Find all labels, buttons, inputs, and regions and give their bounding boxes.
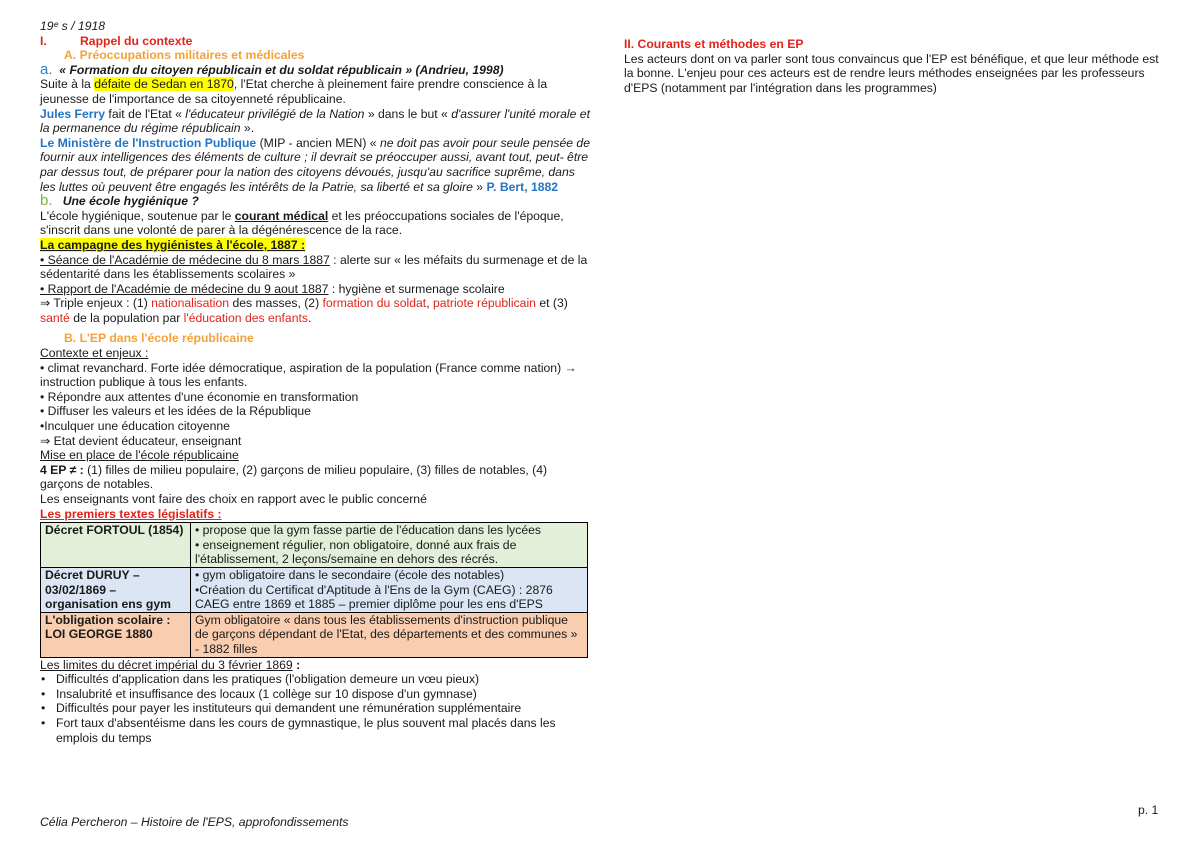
four-ep-line: 4 EP ≠ : (1) filles de milieu populaire, (2) garçons de milieu populaire, (3) filles de notables, (4) garçons de notables. [40,462,548,492]
limits-list [40,672,593,745]
context-item-4: •Inculquer une éducation citoyenne [40,419,230,434]
sedan-highlight: défaite de Sedan en 1870 [94,77,234,92]
century-header: 19ᵉ s / 1918 [40,19,106,33]
list-item: • Insalubrité et insuffisance des locaux (1 collège sur 10 dispose d'un gymnase) [56,687,593,702]
mise-en-place-title: Mise en place de l'école républicaine [40,448,239,463]
limits-title-line: Les limites du décret impérial du 3 février 1869 : [40,657,301,672]
mip-name: Le Ministère de l'Instruction Publique [40,135,257,150]
section-2-title: II. Courants et méthodes en EP [624,37,804,51]
law-description: Gym obligatoire « dans tous les établissements d'instruction publique de garçons dépendant de l'Etat, des départements et des communes » - 1882 filles [191,612,588,657]
list-item: • Difficultés d'application dans les pratiques (l'obligation demeure un vœu pieux) [56,672,593,687]
law-name: Décret FORTOUL (1854) [41,523,191,568]
subsection-b-title: B. L'EP dans l'école républicaine [64,331,254,346]
context-item-3: • Diffuser les valeurs et les idées de la République [40,404,311,419]
section-1-number: I. [40,33,47,48]
context-item-2: • Répondre aux attentes d'une économie en transformation [40,389,359,404]
mip-paragraph: Le Ministère de l'Instruction Publique (MIP - ancien MEN) « ne doit pas avoir pour seule pensée de fournir aux intelligences des éléments de culture ; il devrait se préoccuper aussi, avant tout, peut- être par dessus tout, de préparer pour la nation des citoyens dévoués, jusqu'au sacrifice suprême, dans les luttes où peuvent être engagés les intérêts de la Patrie, sa liberté et sa gloire » P. Bert, 1882 [40,135,590,194]
mip-author: P. Bert, 1882 [486,179,559,194]
laws-title: Les premiers textes législatifs : [40,506,222,521]
left-column [40,19,593,745]
sedan-paragraph: Suite à la défaite de Sedan en 1870, l'Etat cherche à pleinement faire prendre conscience à la jeunesse de l'importance de sa citoyenneté républicaine. [40,77,548,106]
subsection-a-title: A. Préoccupations militaires et médicales [64,48,305,63]
section-1-title [40,34,593,49]
page-number: p. 1 [1138,803,1159,817]
context-title: Contexte et enjeux : [40,346,149,361]
ferry-name: Jules Ferry [40,106,106,121]
part-a-heading-line [40,60,593,78]
hygiene-paragraph: L'école hygiénique, soutenue par le courant médical et les préoccupations sociales de l'époque, s'inscrit dans une volonté de parer à la dégénérescence de la race. [40,208,564,238]
part-a-letter: a. [40,60,53,78]
campaign-title: La campagne des hygiénistes à l'école, 1887 : [40,237,306,252]
section-2-body: Les acteurs dont on va parler sont tous convaincus que l'EP est bénéfique, et que leur méthode est la bonne. L'enjeu pour ces acteurs est de rendre leurs méthodes enseignées par les professeurs d'EPS (notamment par l'intégration dans les programmes) [624,51,1159,95]
context-item-5: ⇒ Etat devient éducateur, enseignant [40,433,242,448]
limits-title: Les limites du décret impérial du 3 février 1869 [40,657,293,672]
table-row [41,567,588,612]
law-name: Décret DURUY – 03/02/1869 – organisation ens gym [41,567,191,612]
law-name: L'obligation scolaire : LOI GEORGE 1880 [41,612,191,657]
teachers-line: Les enseignants vont faire des choix en rapport avec le public concerné [40,492,427,506]
part-a-heading: « Formation du citoyen républicain et du soldat républicain » (Andrieu, 1998) [59,62,504,77]
law-description: • propose que la gym fasse partie de l'éducation dans les lycées • enseignement régulier, non obligatoire, donné aux frais de l'établissement, 2 leçons/semaine en dehors des récrés. [191,523,588,568]
mip-quote: ne doit pas avoir pour seule pensée de fournir aux intelligences des éléments de culture ; il devrait se préoccuper aussi, avant tout, peut- être par dessus tout, de préparer pour la nation des citoyens dévoués, jusqu'au sacrifice suprême, dans les luttes où peuvent être engagés les intérêts de la Patrie, sa liberté et sa gloire [40,135,590,194]
footer-author: Célia Percheron – Histoire de l'EPS, approfondissements [40,815,349,829]
triple-enjeux: ⇒ Triple enjeux : (1) nationalisation des masses, (2) formation du soldat, patriote républicain et (3) santé de la population par l'éducation des enfants. [40,296,568,325]
ferry-paragraph: Jules Ferry fait de l'Etat « l'éducateur privilégié de la Nation » dans le but « d'assurer l'unité morale et la permanence du régime républicain ». [40,106,590,136]
laws-table [40,522,588,657]
law-description: • gym obligatoire dans le secondaire (école des notables) •Création du Certificat d'Aptitude à l'Ens de la Gym (CAEG) : 2876 CAEG entre 1869 et 1885 – premier diplôme pour les ens d'EPS [191,567,588,612]
right-column [624,37,1164,95]
list-item: • Difficultés pour payer les instituteurs qui demandent une rémunération supplémentaire [56,701,593,716]
campaign-bullet-2: • Rapport de l'Académie de médecine du 9 aout 1887 : hygiène et surmenage scolaire [40,281,505,296]
campaign-bullet-1: • Séance de l'Académie de médecine du 8 mars 1887 : alerte sur « les méfaits du surmenage et de la sédentarité dans les établissements scolaires » [40,252,588,282]
part-b-heading: Une école hygiénique ? [62,194,199,209]
part-b-letter: b. [40,192,53,210]
section-1-label: Rappel du contexte [80,33,193,48]
courant-medical: courant médical [234,208,329,223]
context-item-1: • climat revanchard. Forte idée démocratique, aspiration de la population (France comme nation) → instruction publique à tous les enfants. [40,360,577,390]
table-row [41,523,588,568]
table-row [41,612,588,657]
list-item: • Fort taux d'absentéisme dans les cours de gymnastique, le plus souvent mal placés dans les emplois du temps [56,716,593,745]
part-b-heading-line [40,194,593,209]
